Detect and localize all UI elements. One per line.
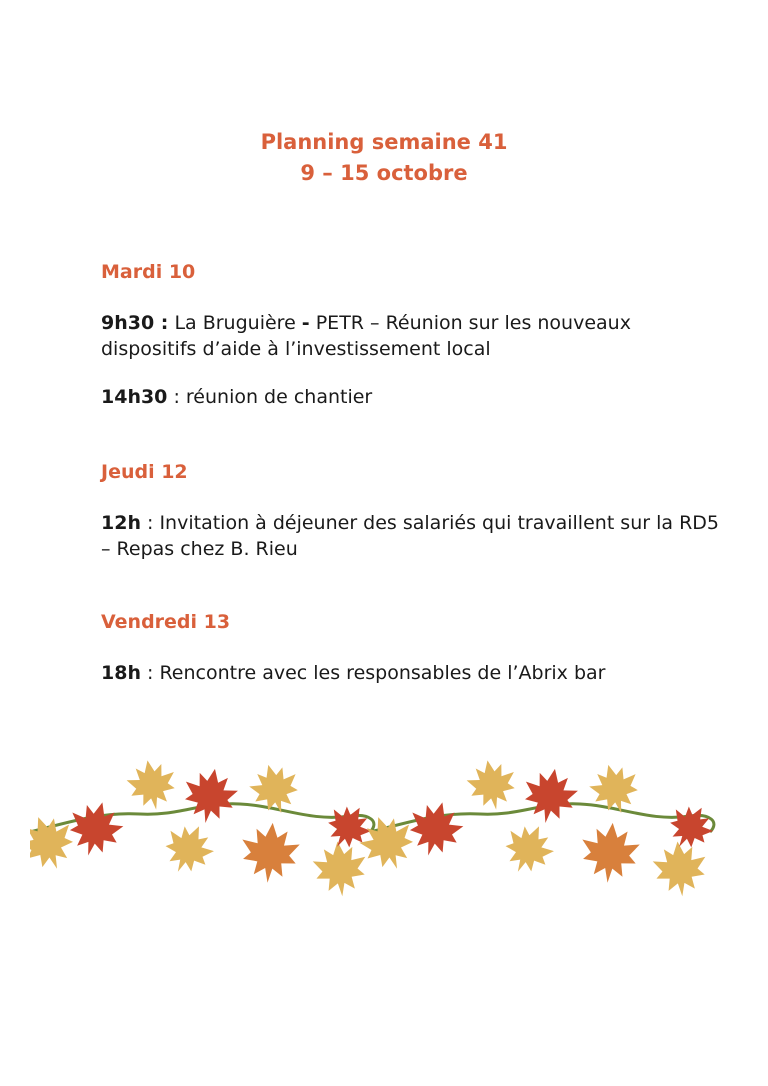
schedule-entry (101, 660, 721, 686)
day-heading-mardi: Mardi 10 (101, 261, 196, 283)
entry-time: 18h (101, 662, 141, 684)
entry-separator: - (301, 312, 310, 334)
garland-segment-left (30, 756, 378, 898)
title-line-dates: 9 – 15 octobre (300, 161, 468, 185)
day-heading-jeudi: Jeudi 12 (101, 461, 188, 483)
entry-text: : réunion de chantier (167, 386, 373, 408)
entry-time: 12h (101, 512, 141, 534)
entry-text: : Invitation à déjeuner des salariés qui travaillent sur la RD5 – Repas chez B. Rieu (101, 512, 719, 560)
schedule-entry (101, 384, 721, 410)
page-title (0, 127, 768, 189)
entry-time: 14h30 (101, 386, 168, 408)
entry-time: 9h30 : (101, 312, 169, 334)
title-line-week: Planning semaine 41 (260, 130, 508, 154)
garland-segment-right (353, 756, 720, 898)
leaf-garland-decoration (30, 752, 720, 912)
schedule-entry (101, 310, 721, 362)
entry-text: La Bruguière (168, 312, 302, 334)
entry-text: : Rencontre avec les responsables de l’Abrix bar (140, 662, 606, 684)
day-heading-vendredi: Vendredi 13 (101, 611, 231, 633)
entry-text: PETR – Réunion sur les nouveaux dispositifs d’aide à l’investissement local (101, 312, 631, 360)
schedule-entry (101, 510, 721, 562)
